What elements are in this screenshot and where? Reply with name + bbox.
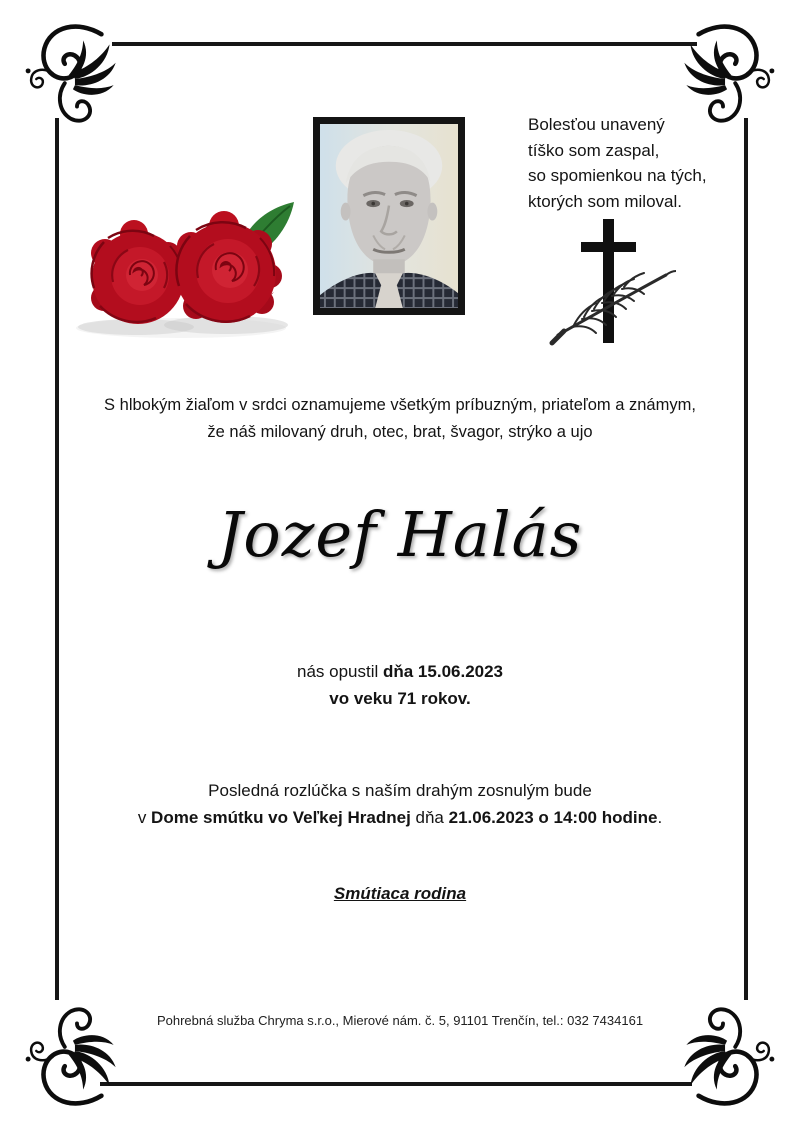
poem-line: so spomienkou na tých,: [528, 166, 707, 185]
death-info: [0, 658, 800, 712]
announcement-line: S hlbokým žiaľom v srdci oznamujeme všetkým príbuzným, priateľom a známym,: [104, 396, 696, 414]
poem-line: ktorých som miloval.: [528, 191, 682, 211]
signature-text: Smútiaca rodina: [333, 884, 467, 903]
frame-border-bottom: [100, 1082, 692, 1086]
funeral-place: Dome smútku vo Veľkej Hradnej: [151, 808, 411, 828]
poem-line: Bolesťou unavený: [528, 115, 665, 134]
funeral-line2: [0, 804, 800, 831]
rose-left: [91, 220, 187, 324]
announcement-text: [0, 392, 800, 446]
deceased-name: Jozef Halás: [217, 498, 583, 571]
deceased-portrait-photo: [313, 117, 465, 315]
death-date: dňa 15.06.2023: [382, 662, 504, 681]
death-date-line: [0, 658, 800, 685]
death-age-line: [0, 685, 800, 712]
funeral-suffix: .: [657, 808, 663, 828]
memorial-cross-icon: [548, 213, 676, 348]
announcement-line: že náš milovaný druh, otec, brat, švagor, strýko a ujo: [207, 423, 593, 442]
funeral-middle: dňa: [410, 808, 449, 828]
death-prefix: nás opustil: [296, 662, 383, 681]
memorial-poem: [528, 112, 743, 214]
funeral-service-footer: Pohrebná služba Chryma s.r.o., Mierové nám. č. 5, 91101 Trenčín, tel.: 032 7434161: [156, 1013, 644, 1028]
funeral-info: [0, 777, 800, 831]
red-roses-image: [56, 176, 306, 342]
mourning-family-signature: [0, 884, 800, 904]
funeral-line1: Posledná rozlúčka s naším drahým zosnulým bude: [208, 781, 592, 800]
death-age: vo veku 71 rokov.: [329, 689, 471, 709]
funeral-datetime: 21.06.2023 o 14:00 hodine: [448, 808, 658, 828]
poem-line: tíško som zaspal,: [528, 140, 660, 160]
funeral-prefix: v: [137, 808, 152, 828]
flourish-ornament-icon: [22, 20, 134, 132]
frame-border-top: [112, 42, 697, 46]
